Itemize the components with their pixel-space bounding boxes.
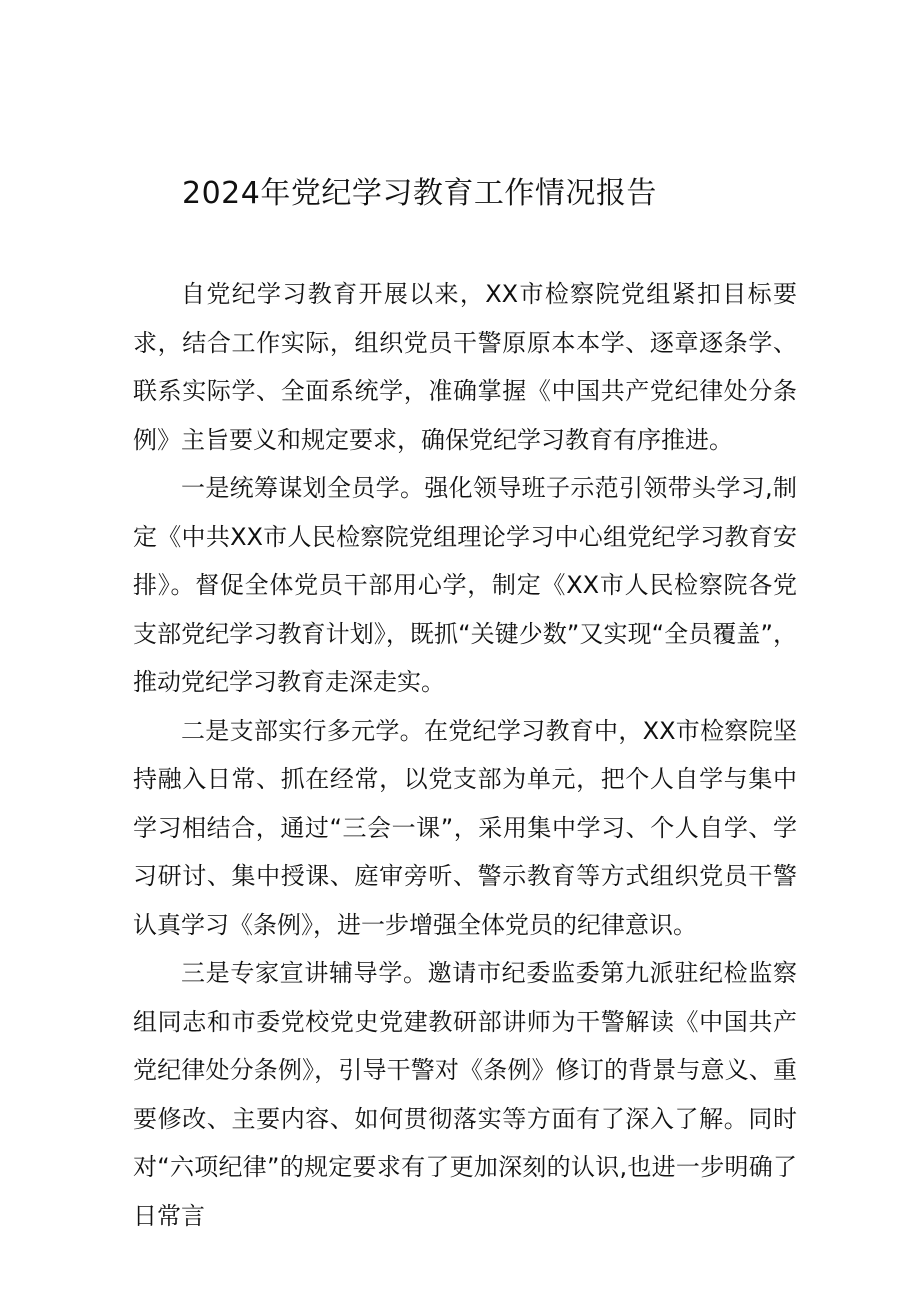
paragraph-intro: 自党纪学习教育开展以来，XX市检察院党组紧扣目标要求，结合工作实际，组织党员干警原原本本学、逐章逐条学、联系实际学、全面系统学，准确掌握《中国共产党纪律处分条例》主旨要义和规定要求，确保党纪学习教育有序推进。: [133, 280, 797, 454]
document-title: 2024年党纪学习教育工作情况报告: [182, 176, 657, 211]
paragraph-expert-lecture: 三是专家宣讲辅导学。邀请市纪委监委第九派驻纪检监察组同志和市委党校党史党建教研部讲师为干警解读《中国共产党纪律处分条例》，引导干警对《条例》修订的背景与意义、重要修改、主要内容、如何贯彻落实等方面有了深入了解。同时对“六项纪律”的规定要求有了更加深刻的认识,也进一步明确了日常言: [133, 959, 797, 1230]
document-body: [133, 270, 797, 1240]
paragraph-branch-learning: 二是支部实行多元学。在党纪学习教育中，XX市检察院坚持融入日常、抓在经常，以党支部为单元，把个人自学与集中学习相结合，通过“三会一课”，采用集中学习、个人自学、学习研讨、集中授课、庭审旁听、警示教育等方式组织党员干警认真学习《条例》，进一步增强全体党员的纪律意识。: [133, 716, 797, 939]
paragraph-overall-planning: 一是统筹谋划全员学。强化领导班子示范引领带头学习,制定《中共XX市人民检察院党组理论学习中心组党纪学习教育安排》。督促全体党员干部用心学，制定《XX市人民检察院各党支部党纪学习教育计划》，既抓“关键少数”又实现“全员覆盖”，推动党纪学习教育走深走实。: [133, 474, 797, 696]
